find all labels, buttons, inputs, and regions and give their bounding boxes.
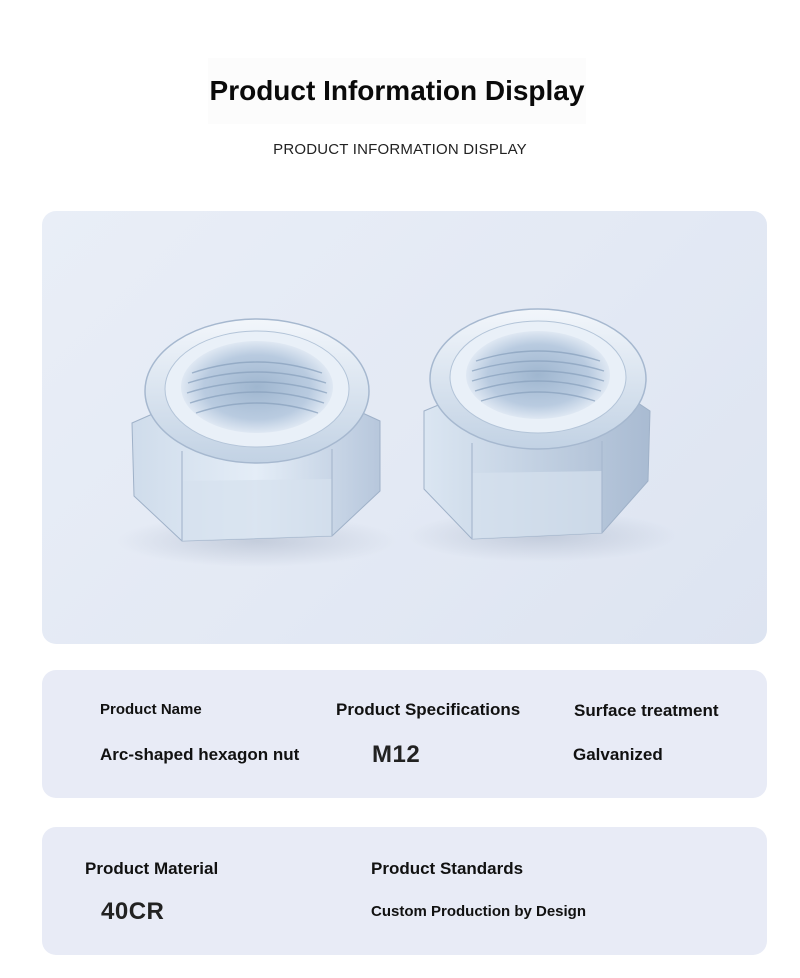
product-standards-label: Product Standards (371, 859, 524, 878)
product-name-label: Product Name (100, 701, 202, 718)
right-nut (424, 309, 650, 539)
product-photo (42, 211, 767, 644)
page-subtitle: PRODUCT INFORMATION DISPLAY (273, 141, 527, 158)
title-box (208, 58, 586, 124)
spec-card-2 (42, 827, 767, 955)
spec-card-1 (42, 670, 767, 798)
product-material-value: 40CR (101, 898, 165, 925)
page-title: Product Information Display (209, 75, 585, 106)
surface-treatment-value: Galvanized (573, 745, 663, 764)
product-name-value: Arc-shaped hexagon nut (100, 745, 300, 764)
product-material-label: Product Material (85, 859, 219, 878)
product-spec-label: Product Specifications (336, 700, 521, 719)
surface-treatment-label: Surface treatment (574, 701, 719, 720)
product-standards-value: Custom Production by Design (371, 903, 587, 920)
hexagon-nut-icon (42, 211, 767, 644)
product-spec-value: M12 (372, 741, 421, 768)
left-nut (132, 319, 380, 541)
